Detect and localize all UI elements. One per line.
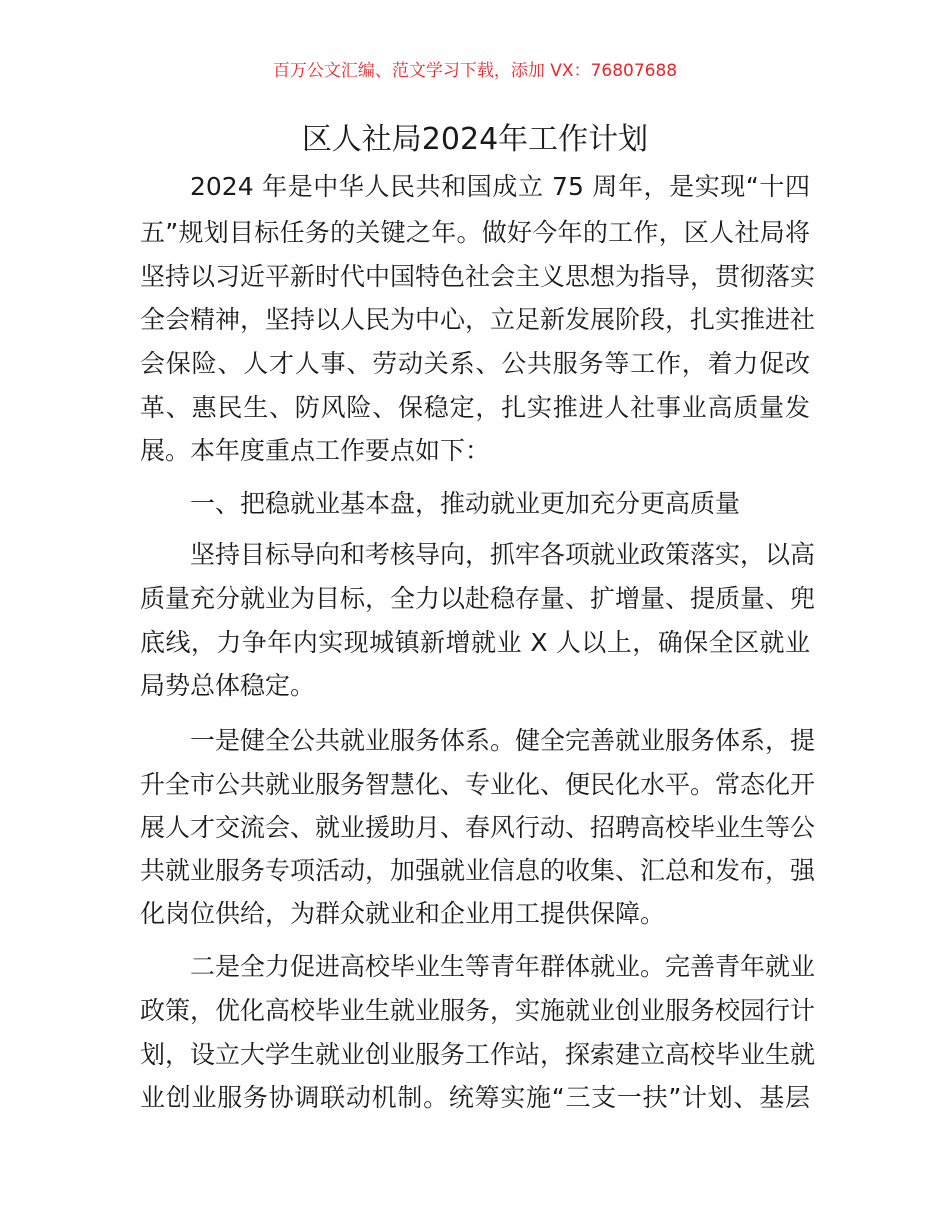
text-line: 政策，优化高校毕业生就业服务，实施就业创业服务校园行计 — [140, 996, 816, 1025]
text-line: 升全市公共就业服务智慧化、专业化、便民化水平。常态化开 — [140, 770, 816, 799]
text-line: 底线，力争年内实现城镇新增就业 X 人以上，确保全区就业 — [140, 628, 810, 657]
text-line: 坚持以习近平新时代中国特色社会主义思想为指导，贯彻落实 — [140, 262, 816, 291]
text-line: 五”规划目标任务的关键之年。做好今年的工作，区人社局将 — [140, 218, 810, 247]
text-line: 会保险、人才人事、劳动关系、公共服务等工作，着力促改 — [140, 349, 810, 378]
text-line: 坚持目标导向和考核导向，抓牢各项就业政策落实，以高 — [190, 540, 816, 569]
text-line: 展。本年度重点工作要点如下： — [140, 436, 491, 465]
text-line: 革、惠民生、防风险、保稳定，扎实推进人社事业高质量发 — [140, 393, 810, 422]
text-line: 局势总体稳定。 — [140, 671, 316, 700]
text-line: 2024 年是中华人民共和国成立 75 周年，是实现“十四 — [190, 172, 810, 201]
text-line: 全会精神，坚持以人民为中心，立足新发展阶段，扎实推进社 — [140, 305, 816, 334]
text-line: 二是全力促进高校毕业生等青年群体就业。完善青年就业 — [190, 952, 816, 981]
text-line: 展人才交流会、就业援助月、春风行动、招聘高校毕业生等公 — [140, 813, 816, 842]
text-line: 业创业服务协调联动机制。统筹实施“三支一扶”计划、基层 — [140, 1083, 810, 1112]
text-line: 一是健全公共就业服务体系。健全完善就业服务体系，提 — [190, 726, 816, 755]
text-line: 质量充分就业为目标，全力以赴稳存量、扩增量、提质量、兜 — [140, 584, 816, 613]
text-line: 划，设立大学生就业创业服务工作站，探索建立高校毕业生就 — [140, 1040, 816, 1069]
document-title: 区人社局2024年工作计划 — [301, 122, 649, 157]
watermark-banner: 百万公文汇编、范文学习下载，添加 VX：76807688 — [272, 61, 678, 81]
text-line: 化岗位供给，为群众就业和企业用工提供保障。 — [140, 899, 666, 928]
text-line: 共就业服务专项活动，加强就业信息的收集、汇总和发布，强 — [140, 856, 816, 885]
text-line: 一、把稳就业基本盘，推动就业更加充分更高质量 — [190, 489, 741, 518]
